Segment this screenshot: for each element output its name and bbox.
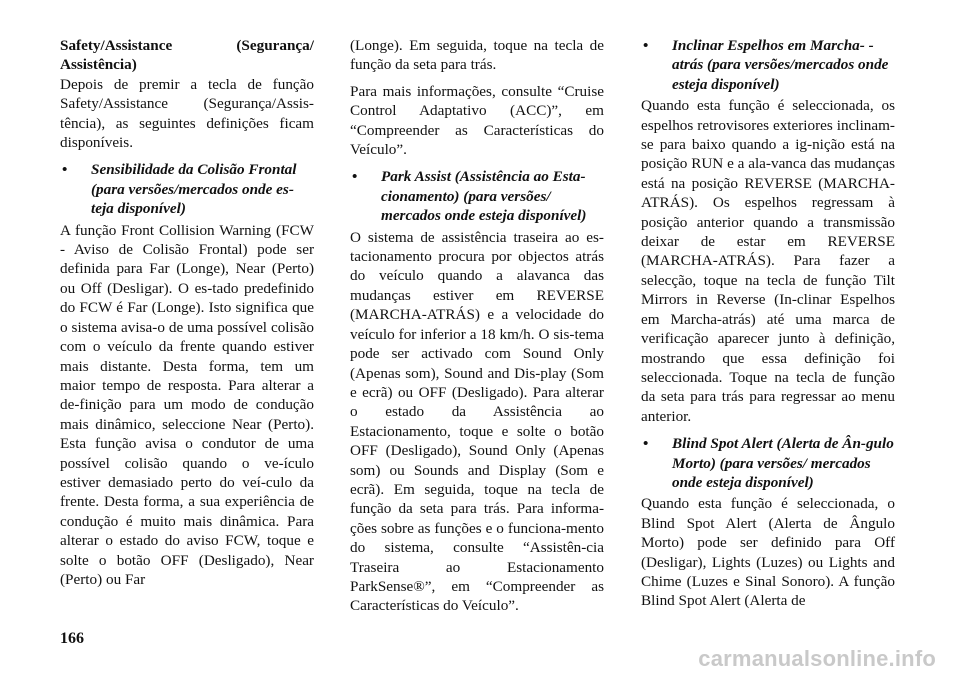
- column-right: [641, 36, 895, 611]
- bullet-icon: •: [643, 37, 649, 54]
- continued-paragraph: (Longe). Em seguida, toque na tecla de função da seta para trás.: [350, 37, 604, 74]
- bullet-heading-text: Park Assist (Assistência ao Esta-cionamento) (para versões/ mercados onde esteja disponível): [381, 168, 587, 225]
- page-number: 166: [60, 630, 84, 647]
- bullet-icon: •: [643, 435, 649, 453]
- bullet-heading-park-assist: [350, 167, 604, 225]
- column-left: [60, 36, 314, 589]
- park-assist-paragraph: O sistema de assistência traseira ao es-tacionamento procura por objectos atrás do veículo quando a alavanca das mudanças estiver em REVERSE (MARCHA-ATRÁS) e a velocidade do veículo for inferior a 18 km/h. O sis-tema pode ser activado com Sound Only (Apenas som), Sound and Dis-play (Som e ecrã) ou OFF (Desligado). Para alterar o estado da Assistência ao Estacionamento, toque e solte o botão OFF (Desligado), Sound Only (Apenas som) ou Sounds and Display (Som e ecrã). Em seguida, toque na tecla de função da seta para trás. Para informa-ções sobre as funções e o funciona-mento do sistema, consulte “Assistên-cia Traseira ao Estacionamento ParkSense®”, em “Compreender as Características do Veículo”.: [350, 228, 604, 615]
- bullet-icon: •: [352, 168, 358, 186]
- bullet-heading-text: Sensibilidade da Colisão Frontal (para versões/mercados onde es-teja disponível): [91, 161, 297, 218]
- section-heading: Safety/Assistance (Segurança/ Assistência): [60, 37, 314, 74]
- bullet-heading-text: Blind Spot Alert (Alerta de Ân-gulo Morto) (para versões/ mercados onde esteja disponível): [672, 435, 894, 491]
- fcw-paragraph: A função Front Collision Warning (FCW - Aviso de Colisão Frontal) pode ser definida para Far (Longe), Near (Perto) ou Off (Desligar). O es-tado predefinido do FCW é Far (Longe). Isto significa que o sistema avisa-o de uma possível colisão com o veículo da frente quando estiver mais distante. Desta forma, tem um maior tempo de resposta. Para alterar a de-finição para um modo de condução mais dinâmico, seleccione Near (Perto). Esta função avisa o condutor de uma possível colisão quando o ve-ículo estiver demasiado perto do veí-culo da frente. Desta forma, a sua experiência de condução é muito mais dinâmica. Para alterar o estado do aviso FCW, toque e solte o botão OFF (Desligado), Near (Perto) ou Far: [60, 221, 314, 588]
- bullet-heading-blind-spot: [641, 434, 895, 492]
- bullet-heading-text: Inclinar Espelhos em Marcha- -atrás (para versões/mercados onde esteja disponível): [672, 37, 889, 93]
- bullet-heading-tilt-mirrors: [641, 36, 895, 94]
- bullet-icon: •: [62, 161, 68, 179]
- bullet-heading-fcw: [60, 160, 314, 218]
- more-info-paragraph: Para mais informações, consulte “Cruise Control Adaptativo (ACC)”, em “Compreender as Características do Veículo”.: [350, 82, 604, 159]
- tilt-mirrors-paragraph: Quando esta função é seleccionada, os espelhos retrovisores exteriores inclinam-se para baixo quando a ig-nição está na posição RUN e a ala-vanca das mudanças está na posição REVERSE (MARCHA-ATRÁS). Os espelhos regressam à posição anterior quando a transmissão deixar de estar em REVERSE (MARCHA-ATRÁS). Para fazer a selecção, toque na tecla de função Tilt Mirrors in Reverse (In-clinar Espelhos em Marcha-atrás) até uma marca de verificação aparecer junto à definição, mostrando que essa definição foi seleccionada. Toque na tecla de função da seta para trás para regressar ao menu anterior.: [641, 97, 895, 425]
- column-middle: [350, 36, 604, 616]
- intro-paragraph: Depois de premir a tecla de função Safety/Assistance (Segurança/Assis-tência), as seguintes definições ficam disponíveis.: [60, 75, 314, 152]
- blind-spot-paragraph: Quando esta função é seleccionada, o Blind Spot Alert (Alerta de Ângulo Morto) pode ser definido para Off (Desligar), Lights (Luzes) ou Lights and Chime (Luzes e Sinal Sonoro). A função Blind Spot Alert (Alerta de: [641, 495, 895, 610]
- watermark: carmanualsonline.info: [698, 646, 936, 671]
